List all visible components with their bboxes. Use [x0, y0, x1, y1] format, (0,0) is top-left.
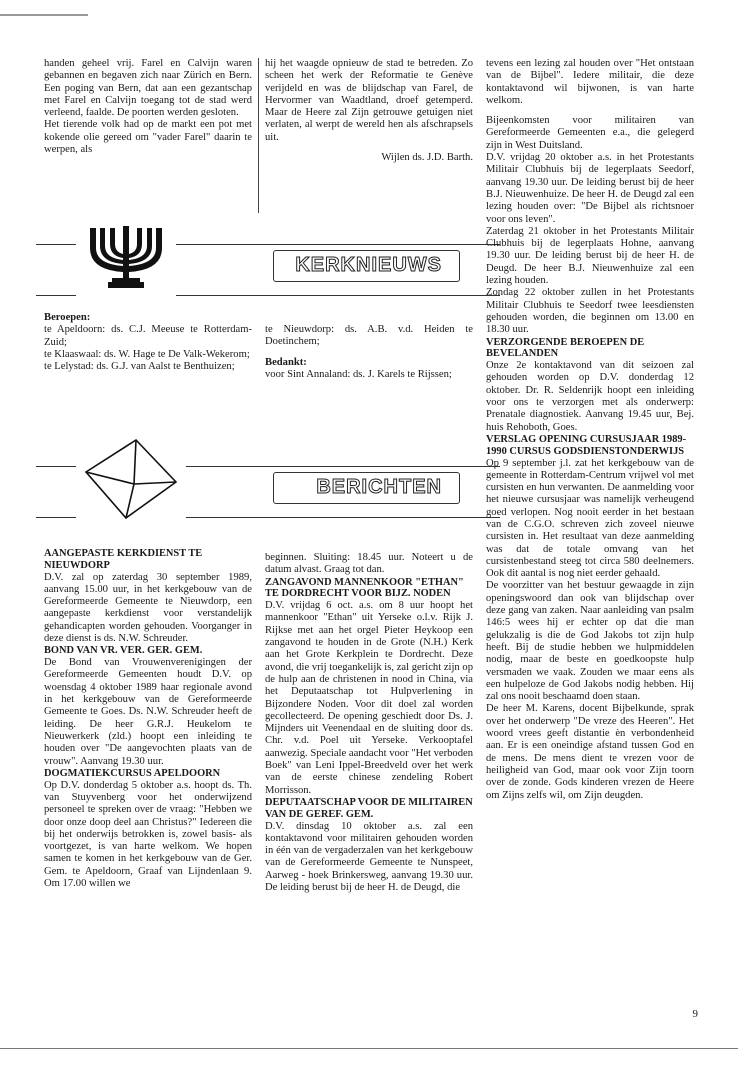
berichten-banner: [36, 462, 500, 520]
berichten-col-2: [265, 552, 473, 894]
beroep-item: te Lelystad: ds. G.J. van Aalst te Benthuizen;: [44, 361, 235, 373]
top-col1-text: handen geheel vrij. Farel en Calvijn waren gebannen en begaven zich naar Zürich en Bern. Een poging van Bern, dat aan een gezantschap met Farel en Calvijn toegang tot de stad werd verleend, faalde. De poorten werden gesloten.: [44, 58, 252, 119]
page-number: 9: [692, 1008, 698, 1020]
article-body: D.V. zal op zaterdag 30 september 1989, aanvang 15.00 uur, in het kerkgebouw van de Gereformeerde Gemeente te Nieuwdorp, een aangepaste kerkdienst voor verstandelijk gehandicapten worden gehouden. Voorganger in deze dienst is ds. N.W. Schreuder.: [44, 571, 252, 645]
beroep-item: te Apeldoorn: ds. C.J. Meeuse te Rotterdam-Zuid;: [44, 324, 252, 348]
beroep-item: te Klaaswaal: ds. W. Hage te De Valk-Wekerom;: [44, 348, 250, 360]
kerknieuws-banner: [36, 240, 500, 298]
right-paragraph: D.V. vrijdag 20 oktober a.s. in het Protestants Militair Clubhuis bij de legerplaats Seedorf, aanvang 19.30 uur. De leiding berust bij de heer B.J. Nieuwenhuize. De heer H. de Deugd zal een lezing houden over: "De Bijbel als richtsnoer voor ons leven".: [486, 152, 694, 225]
top-col1b-text: Het tierende volk had op de markt een pot met kokende olie gereed om "vader Farel" daarin te werpen, als: [44, 119, 252, 156]
right-paragraph: Bijeenkomsten voor militairen van Gereformeerde Gemeenten e.a., die gelegerd zijn in West Duitsland.: [486, 115, 694, 151]
berichten-col-1: [44, 548, 252, 890]
top-col-1: [44, 58, 252, 156]
article-body: D.V. vrijdag 6 oct. a.s. om 8 uur hoopt het mannenkoor "Ethan" uit Yerseke o.l.v. Rijk J. Rijkse met aan het orgel Pieter Heykoop een zangavond te houden in de Grote (N.H.) Kerk aan het Grote Kerkplein te Dordrecht. Deze avond, die vrij toegankelijk is, zal gericht zijn op de hulp aan de christenen in nood in China, via het Deputaatschap tot Hulpverlening in Bijzondere Noden. Voor dit doel zal worden gecollecteerd. De opening geschiedt door Ds. J. Mijnders uit Veenendaal en de sluiting door ds. Chr. v.d. Poel uit Yerseke. Verkooptafel aanwezig. Speciale aandacht voor "Het verboden Boek" van Leni Ippel-Breedveld over het werk van de eerste chinese zendeling Robert Morrisson.: [265, 600, 473, 796]
kerknieuws-title: KERKNIEUWS: [295, 254, 442, 276]
article-body: D.V. dinsdag 10 oktober a.s. zal een kontaktavond voor militairen gehouden worden in één van de vergaderzalen van het kerkgebouw van de Gereformeerde Gemeente te Nunspeet, Aarweg - hoek Brinkersweg, aanvang 19.30 uur. De leiding berust bij de heer H. de Deugd, die: [265, 820, 473, 894]
top-rule: [0, 14, 88, 16]
article-heading: VERZORGENDE BEROEPEN DE BEVELANDEN: [486, 336, 645, 360]
top-col2-text: hij het waagde opnieuw de stad te betreden. Zo scheen het werk der Reformatie te Genève verijdeld en was de blijdschap van Farel, de Hervormer van Waadtland, droef getemperd. Maar de Heere zal Zijn getrouwe getuigen niet verlaten, al werpt de wereld hen als afschrapsels uit.: [265, 58, 473, 143]
signature: Wijlen ds. J.D. Barth.: [381, 152, 473, 164]
article-heading: ZANGAVOND MANNENKOOR "ETHAN" TE DORDRECHT VOOR BIJZ. NODEN: [265, 576, 464, 600]
article-heading: VERSLAG OPENING CURSUSJAAR 1989-1990 CURSUS GODSDIENSTONDERWIJS: [486, 433, 687, 457]
beroepen-label: Beroepen:: [44, 312, 91, 323]
right-paragraph: De voorzitter van het bestuur gewaagde in zijn openingswoord dan ook van blijdschap over deze gang van zaken. Naar aanleiding van psalm 146:5 wees hij er echter op dat die man gelukzalig is die de God Jakobs tot zijn hulp heeft. Bij de studie hebben we hulpmiddelen nodig, maar de beste en goedkoopste hulp versmaden we vaak. Zouden we maar eens als een hulpeloze de God Jakobs nodig hebben. Hij zal ons nooit beschaamd doen staan.: [486, 580, 694, 703]
bedankt-item: voor Sint Annaland: ds. J. Karels te Rijssen;: [265, 368, 452, 380]
right-paragraph: Onze 2e kontaktavond van dit seizoen zal gehouden worden op D.V. donderdag 12 oktober. Dr. R. Seldenrijk hoopt een inleiding voor ons te verzorgen met als onderwerp: Prenatale diagnostiek. Aanvang 19.45 uur, Bej. huis Rehoboth, Goes.: [486, 360, 694, 433]
article-heading: BOND VAN VR. VER. GER. GEM.: [44, 645, 203, 657]
right-paragraph: De heer M. Karens, docent Bijbelkunde, sprak over het onderwerp "De vreze des Heeren". Het woord vrees geeft distantie èn verbondenheid aan. Er is een oneindige afstand tussen God en de mens. De mens dient te vrezen voor de heiligheid van God, maar ook voor Zijn toorn over de zonde. Gods kinderen vrezen de Heere om Zijns zelfs wil, om Zijn deugden.: [486, 703, 694, 801]
menorah-icon: [76, 218, 176, 298]
article-heading: DEPUTAATSCHAP VOOR DE MILITAIREN VAN DE GEREF. GEM.: [265, 796, 473, 820]
article-body: beginnen. Sluiting: 18.45 uur. Noteert u de datum alvast. Graag tot dan.: [265, 552, 473, 576]
right-paragraph: Zondag 22 oktober zullen in het Protestants Militair Clubhuis te Seedorf twee leesdiensten gehouden worden, die beginnen om 13.00 en 18.30 uur.: [486, 287, 694, 336]
right-paragraph: Zaterdag 21 oktober in het Protestants Militair Clubhuis bij de legerplaats Hohne, aanvang 19.30 uur. De leiding berust bij de heer H. de Deugd. De heer B.J. Nieuwenhuize zal een lezing houden.: [486, 225, 694, 287]
beroep-item: te Nieuwdorp: ds. A.B. v.d. Heiden te Doetinchem;: [265, 324, 473, 348]
berichten-title: BERICHTEN: [316, 476, 442, 498]
beroepen-left: [44, 312, 252, 373]
envelope-icon: [76, 432, 186, 524]
column-rule: [258, 58, 259, 213]
right-column: [486, 58, 694, 802]
article-body: De Bond van Vrouwenverenigingen der Gereformeerde Gemeenten houdt D.V. op woensdag 4 oktober 1989 haar regionale avond in het kerkgebouw van de Gereformeerde Gemeente te Goes. Ds. N.W. Schreuder heeft de leiding. De heer G.R.J. Heukelom te Nieuwerkerk (zld.) hoopt een inleiding te houden over "De aangevochten plaats van de vrouw". Aanvang 19.30 uur.: [44, 657, 252, 767]
beroepen-right: [265, 324, 473, 381]
top-col-2: [265, 58, 473, 164]
article-body: Op D.V. donderdag 5 oktober a.s. hoopt ds. Th. van Stuyvenberg voor het onderwijzend personeel te spreken over de vraag: "Hebben we door onze doop deel aan Christus?" Iedereen die bij het onderwijs betrokken is, zowel basis- als voortgezet, is van harte welkom. We hopen samen te komen in het kerkgebouw van de Ger. Gem. te Apeldoorn, Graaf van Lijndenlaan 9. Om 17.00 willen we: [44, 779, 252, 890]
article-heading: DOGMATIEKCURSUS APELDOORN: [44, 767, 221, 779]
bedankt-label: Bedankt:: [265, 356, 307, 368]
right-paragraph: Op 9 september j.l. zat het kerkgebouw van de gemeente in Rotterdam-Centrum vrijwel vol met cursisten en hun verwanten. De aanmelding voor het nieuwe cursusjaar was namelijk verheugend goed verlopen. Nog nooit eerder in het bestaan van de C.G.O. schreven zich zoveel nieuwe cursisten in. Het resultaat van deze aanmelding was dat de totale omvang van het cursistenbestand steeg tot circa 580 deelnemers. Ook dit aantal is nog niet eerder gehaald.: [486, 457, 694, 580]
article-heading: AANGEPASTE KERKDIENST TE NIEUWDORP: [44, 548, 203, 571]
bottom-rule: [0, 1048, 738, 1049]
right-paragraph: tevens een lezing zal houden over "Het ontstaan van de Bijbel". Iedere militair, die deze kontaktavond wil bijwonen, is van harte welkom.: [486, 58, 694, 106]
